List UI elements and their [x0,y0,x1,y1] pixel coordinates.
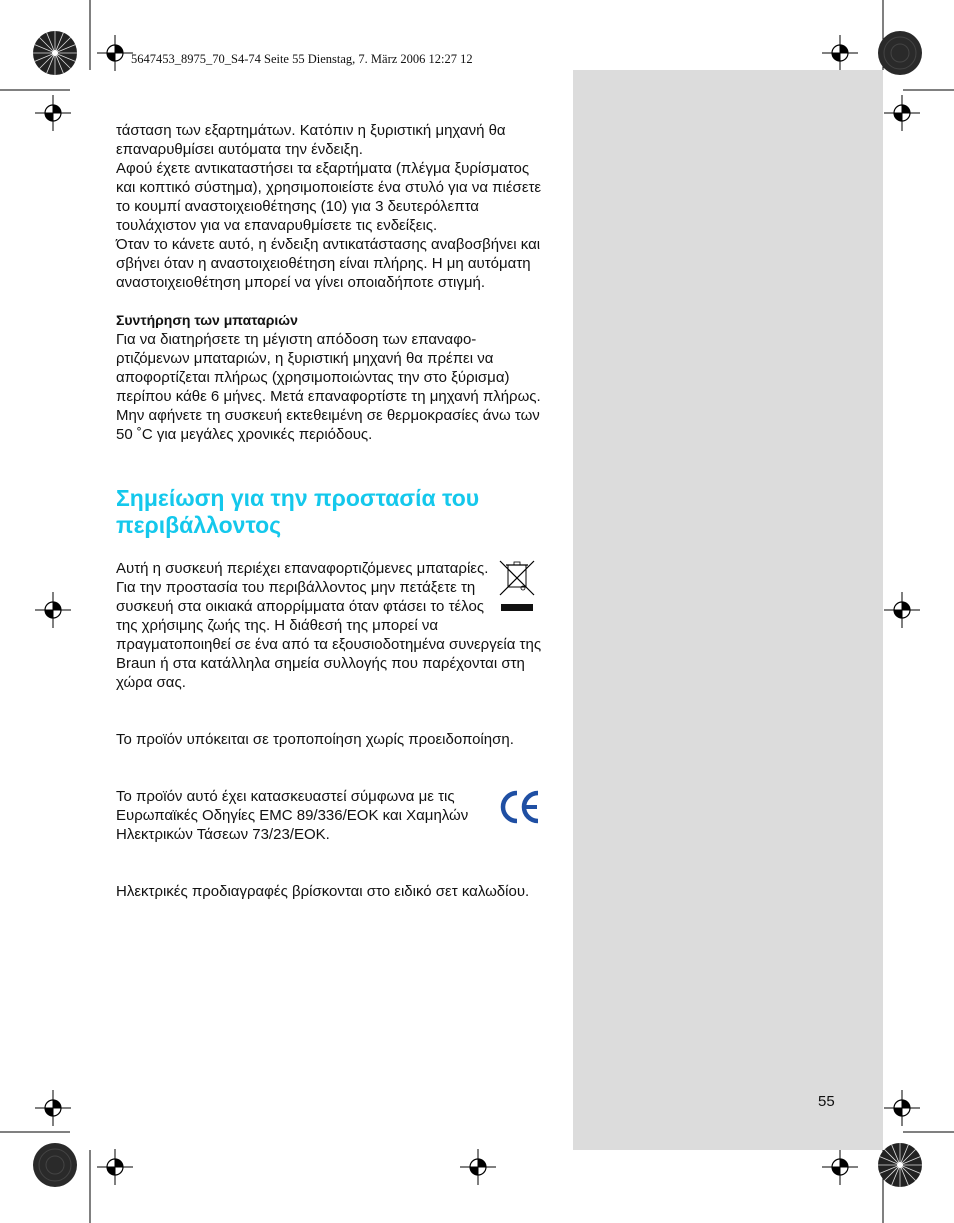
environment-heading [116,485,546,539]
ce-paragraph: Το προϊόν αυτό έχει κατασκευαστεί σύμφωνα με τις Ευρωπαϊκές Οδηγίες EMC 89/336/EOK και Χαμηλών Ηλεκτρικών Τάσεων 73/23/EOK. [116,788,469,843]
reset-paragraph-1: τάσταση των εξαρτημάτων. Κατόπιν η ξυριστική μηχανή θα επαναρυθμίσει αυτόματα την ένδειξη. [116,122,506,158]
ce-section [116,787,546,844]
environment-heading-line-1: Σημείωση για την προστασία του [116,485,480,511]
battery-heading: Συντήρηση των μπαταριών [116,312,298,328]
environment-heading-line-2: περιβάλλοντος [116,512,282,538]
gray-sidebar-panel [573,70,883,1150]
main-text-column [116,121,546,901]
crossed-out-wheelie-bin-icon [498,559,546,615]
print-slug-line: 5647453_8975_70_S4-74 Seite 55 Dienstag, 7. März 2006 12:27 12 [131,52,473,66]
environment-paragraph: Αυτή η συσκευή περιέχει επαναφορτιζόμενες μπαταρίες. Για την προστασία του περιβάλλοντος μην πετάξετε τη συσκευή στα οικιακά απορρίμματα όταν φτάσει το τέλος της χρήσιμης ζωής της. Η διάθεσή της μπορεί να πραγματοποιηθεί σε ένα από τα εξουσιοδοτημένα συνεργεία της Braun ή στα κατάλληλα σημεία συλλογής που παρέχονται στη χώρα σας. [116,560,542,691]
reset-paragraph-2: Αφού έχετε αντικαταστήσει τα εξαρτήματα (πλέγμα ξυρίσματος και κοπτικό σύστημα), χρησιμοποιείστε ένα στυλό για να πιέσετε το κουμπί αναστοιχειοθέτησης (10) για 3 δευτερόλεπτα τουλάχιστον για να επαναρυθμίσετε τις ενδείξεις. [116,160,542,234]
modification-notice: Το προϊόν υπόκειται σε τροποποίηση χωρίς προειδοποίηση. [116,731,514,748]
reset-paragraph-3: Όταν το κάνετε αυτό, η ένδειξη αντικατάστασης αναβοσβήνει και σβήνει όταν η αναστοιχειοθέτηση είναι πλήρης. Η μη αυτόματη αναστοιχειοθέτηση μπορεί να γίνει οποιαδήποτε στιγμή. [116,236,541,291]
environment-section [116,559,546,692]
battery-paragraph: Για να διατηρήσετε τη μέγιστη απόδοση των επαναφο-ρτιζόμενων μπαταριών, η ξυριστική μηχανή θα πρέπει να αποφορτίζεται πλήρως (χρησιμοποιώντας την στο ξύρισμα) περίπου κάθε 6 μήνες. Μετά επαναφορτίστε τη μηχανή πλήρως. Μην αφήνετε τη συσκευή εκτεθειμένη σε θερμοκρασίες άνω των 50 ˚C για μεγάλες χρονικές περιόδους. [116,331,541,443]
electrical-specs-note: Ηλεκτρικές προδιαγραφές βρίσκονται στο ειδικό σετ καλωδίου. [116,883,530,900]
ce-mark-icon [498,787,546,827]
page-number: 55 [818,1093,835,1110]
